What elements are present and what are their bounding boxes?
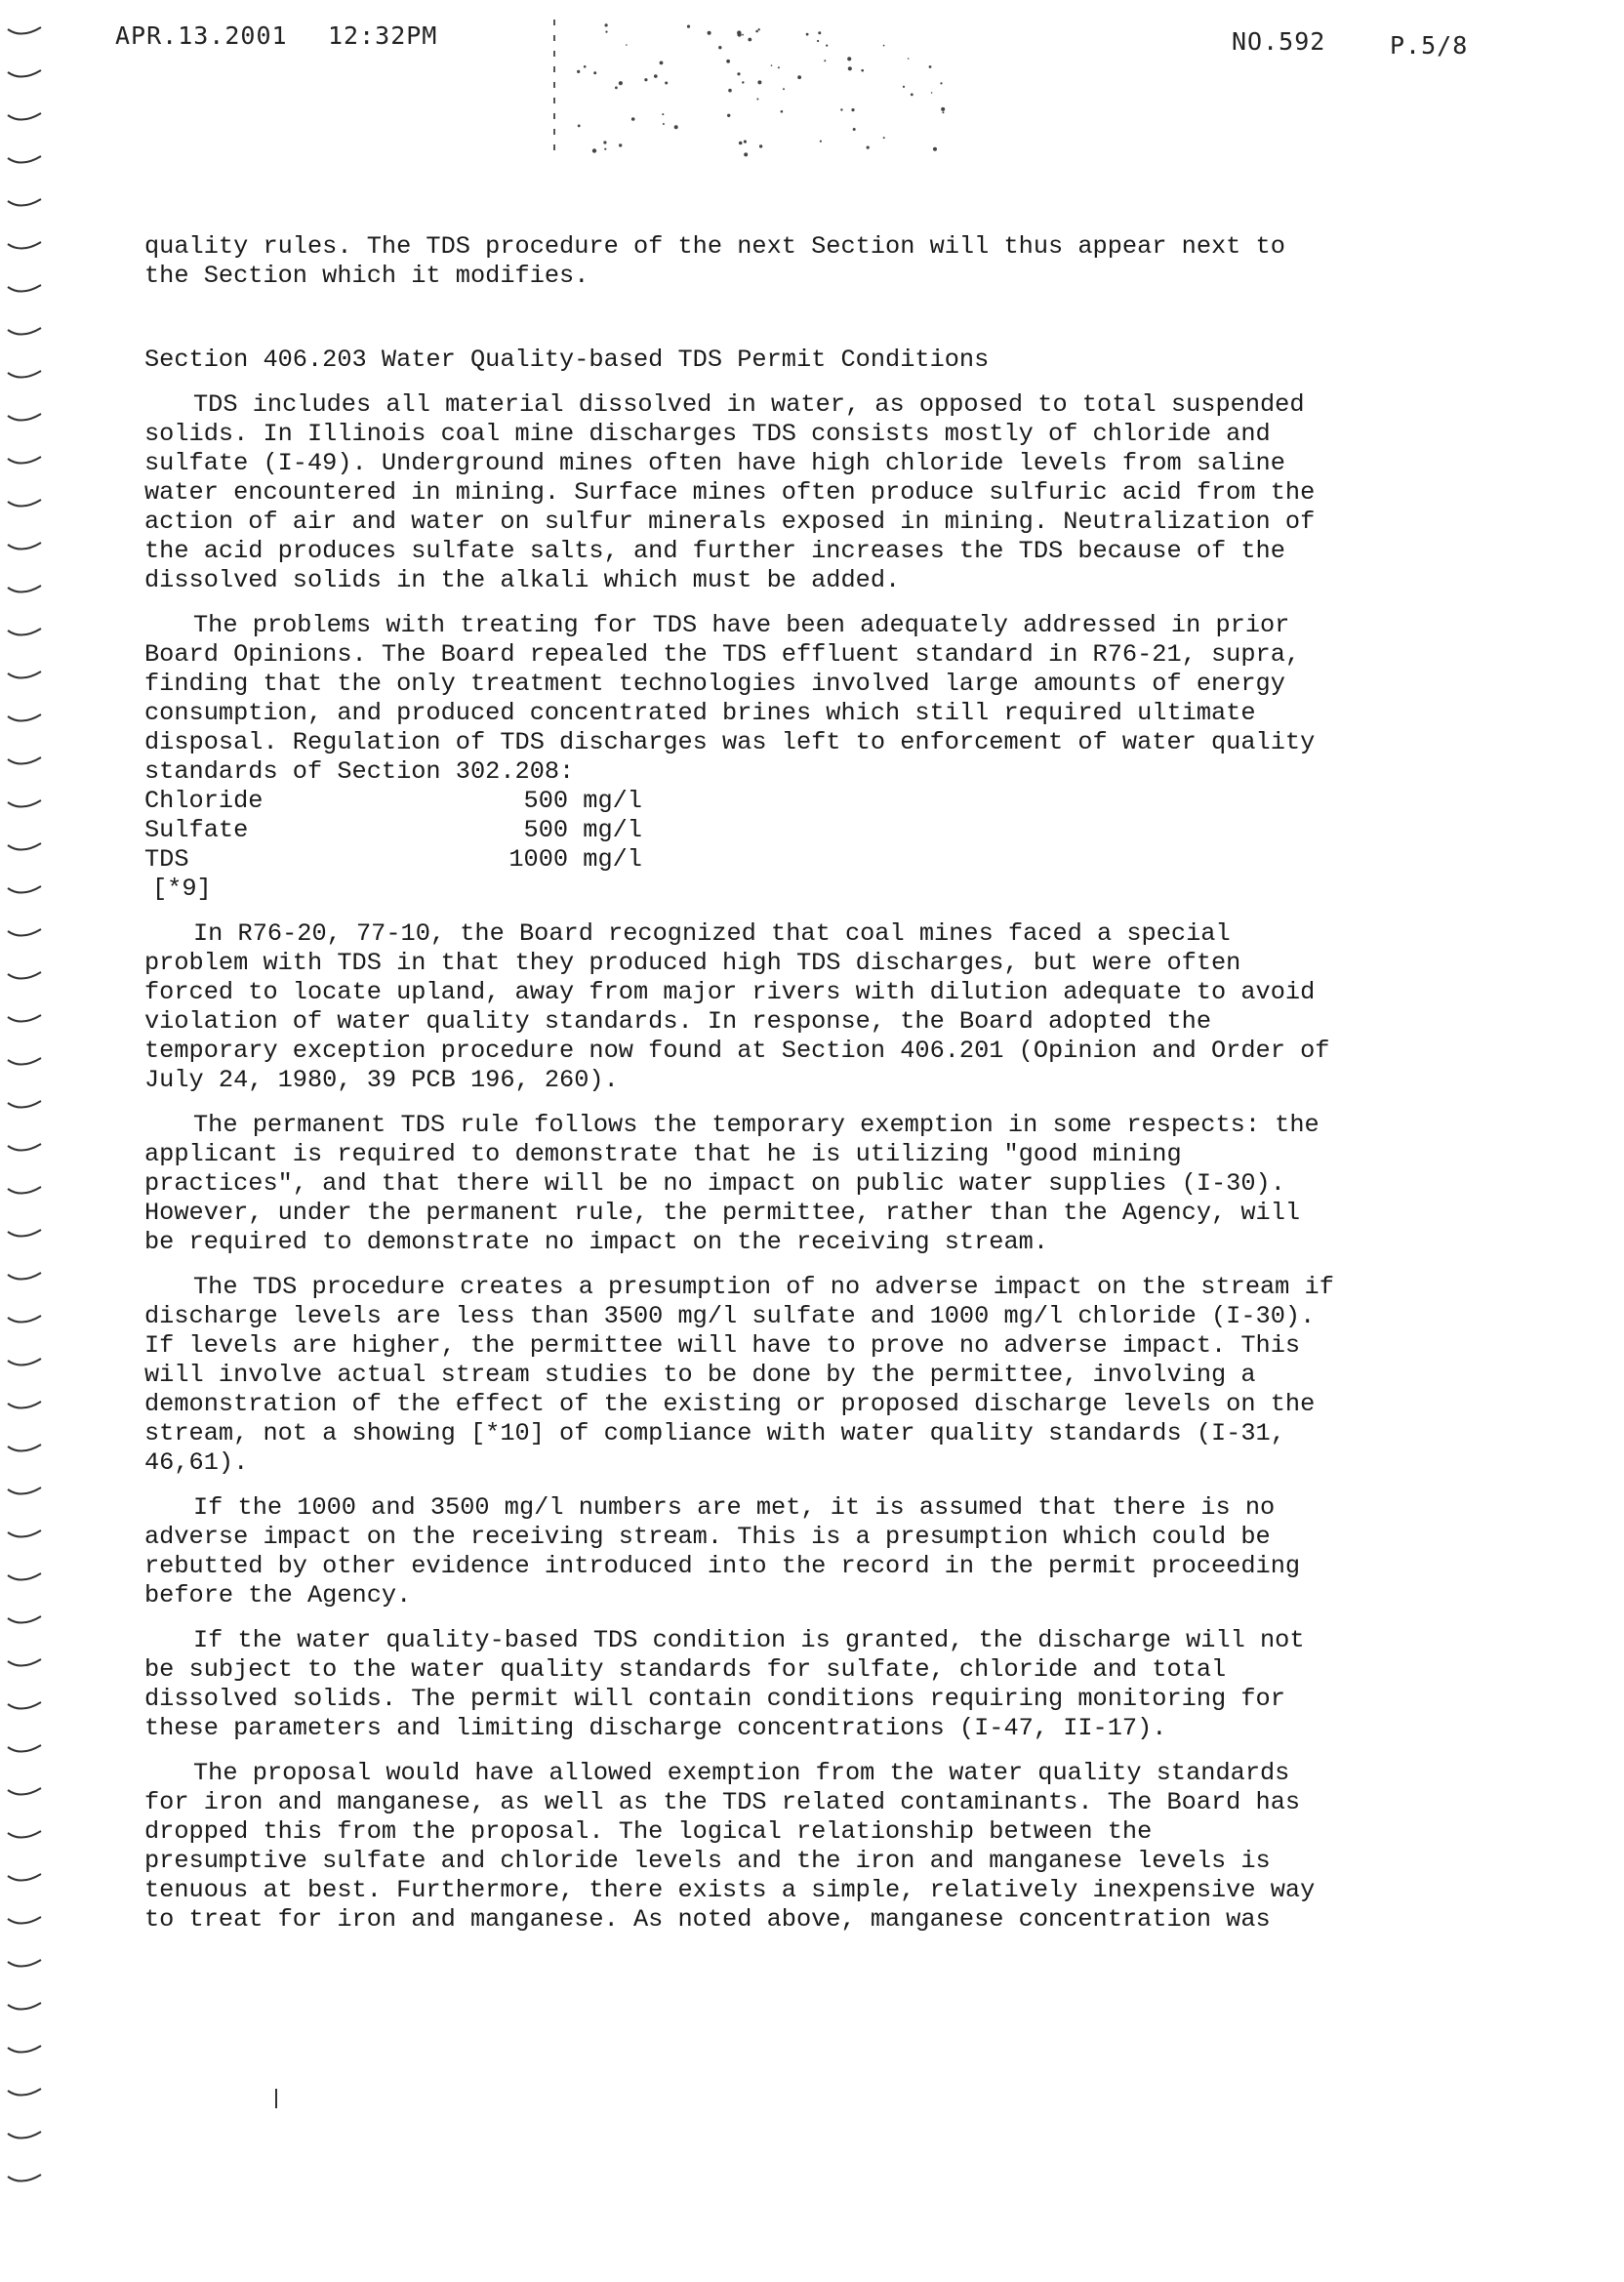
table-row: Chloride 500 mg/l <box>144 787 642 815</box>
lead-paragraph: quality rules. The TDS procedure of the next Section will thus appear next to the Section which it modifies. <box>144 232 1285 290</box>
paragraph-tds-definition: TDS includes all material dissolved in water, as opposed to total suspended solids. In Illinois coal mine discharges TDS consists mostly of chloride and sulfate (I-49). Underground mines often have high chloride levels from saline water encountered in mining. Surface mines often produce sulfuric acid from the action of air and water on sulfur minerals exposed in mining. Neutralization of the acid produces sulfate salts, and further increases the TDS because of the dissolved solids in the alkali which must be added. <box>144 390 1316 594</box>
fax-edge-marks <box>0 0 68 2282</box>
water-quality-standards-table <box>144 787 642 875</box>
document-body <box>144 232 1452 1950</box>
section-heading: Section 406.203 Water Quality-based TDS Permit Conditions <box>144 346 990 374</box>
paragraph-iron-manganese: The proposal would have allowed exemption from the water quality standards for iron and manganese, as well as the TDS related contaminants. The Board has dropped this from the proposal. The logical relationship between the presumptive sulfate and chloride levels and the iron and manganese levels is tenuous at best. Furthermore, there exists a simple, relatively inexpensive way to treat for iron and manganese. As noted above, manganese concentration was <box>144 1759 1316 1934</box>
paragraph-permanent-rule: The permanent TDS rule follows the temporary exemption in some respects: the applicant is required to demonstrate that he is utilizing "good mining practices", and that there will be no impact on public water supplies (I-30). However, under the permanent rule, the permittee, rather than the Agency, will be required to demonstrate no impact on the receiving stream. <box>144 1111 1320 1256</box>
paragraph-treatment-problems: The problems with treating for TDS have been adequately addressed in prior Board Opinions. The Board repealed the TDS effluent standard in R76-21, supra, finding that the only treatment technologies involved large amounts of energy consumption, and produced concentrated brines which still required ultimate disposal. Regulation of TDS discharges was left to enforcement of water quality standards of Section 302.208: <box>144 611 1316 786</box>
fax-page-number: P.5/8 <box>1390 31 1469 60</box>
paragraph-numbers-met: If the 1000 and 3500 mg/l numbers are met, it is assumed that there is no adverse impact on the receiving stream. This is a presumption which could be rebutted by other evidence introduced into the record in the permit proceeding before the Agency. <box>144 1493 1301 1610</box>
paragraph-board-recognition: In R76-20, 77-10, the Board recognized that coal mines faced a special problem with TDS in that they produced high TDS discharges, but were often forced to locate upland, away from major rivers with dilution adequate to avoid violation of water quality standards. In response, the Board adopted the temporary exception procedure now found at Section 406.201 (Opinion and Order of July 24, 1980, 39 PCB 196, 260). <box>144 919 1330 1094</box>
paragraph-condition-granted: If the water quality-based TDS condition is granted, the discharge will not be subject to the water quality standards for sulfate, chloride and total dissolved solids. The permit will contain conditions requiring monitoring for these parameters and limiting discharge concentrations (I-47, II-17). <box>144 1626 1305 1742</box>
fax-number: NO.592 <box>1232 27 1326 56</box>
scan-noise <box>547 18 956 164</box>
fax-time: 12:32PM <box>328 21 438 50</box>
table-row: Sulfate 500 mg/l <box>144 816 642 844</box>
paragraph-presumption: The TDS procedure creates a presumption of no adverse impact on the stream if discharge levels are less than 3500 mg/l sulfate and 1000 mg/l chloride (I-30). If levels are higher, the permittee will have to prove no adverse impact. This will involve actual stream studies to be done by the permittee, involving a demonstration of the effect of the existing or proposed discharge levels on the stream, not a showing [*10] of compliance with water quality standards (I-31, 46,61). <box>144 1273 1334 1477</box>
table-row: TDS 1000 mg/l <box>144 845 642 874</box>
page-star-reference: [*9] <box>152 875 212 903</box>
scan-mark <box>275 2089 277 2108</box>
fax-date: APR.13.2001 <box>115 21 288 50</box>
